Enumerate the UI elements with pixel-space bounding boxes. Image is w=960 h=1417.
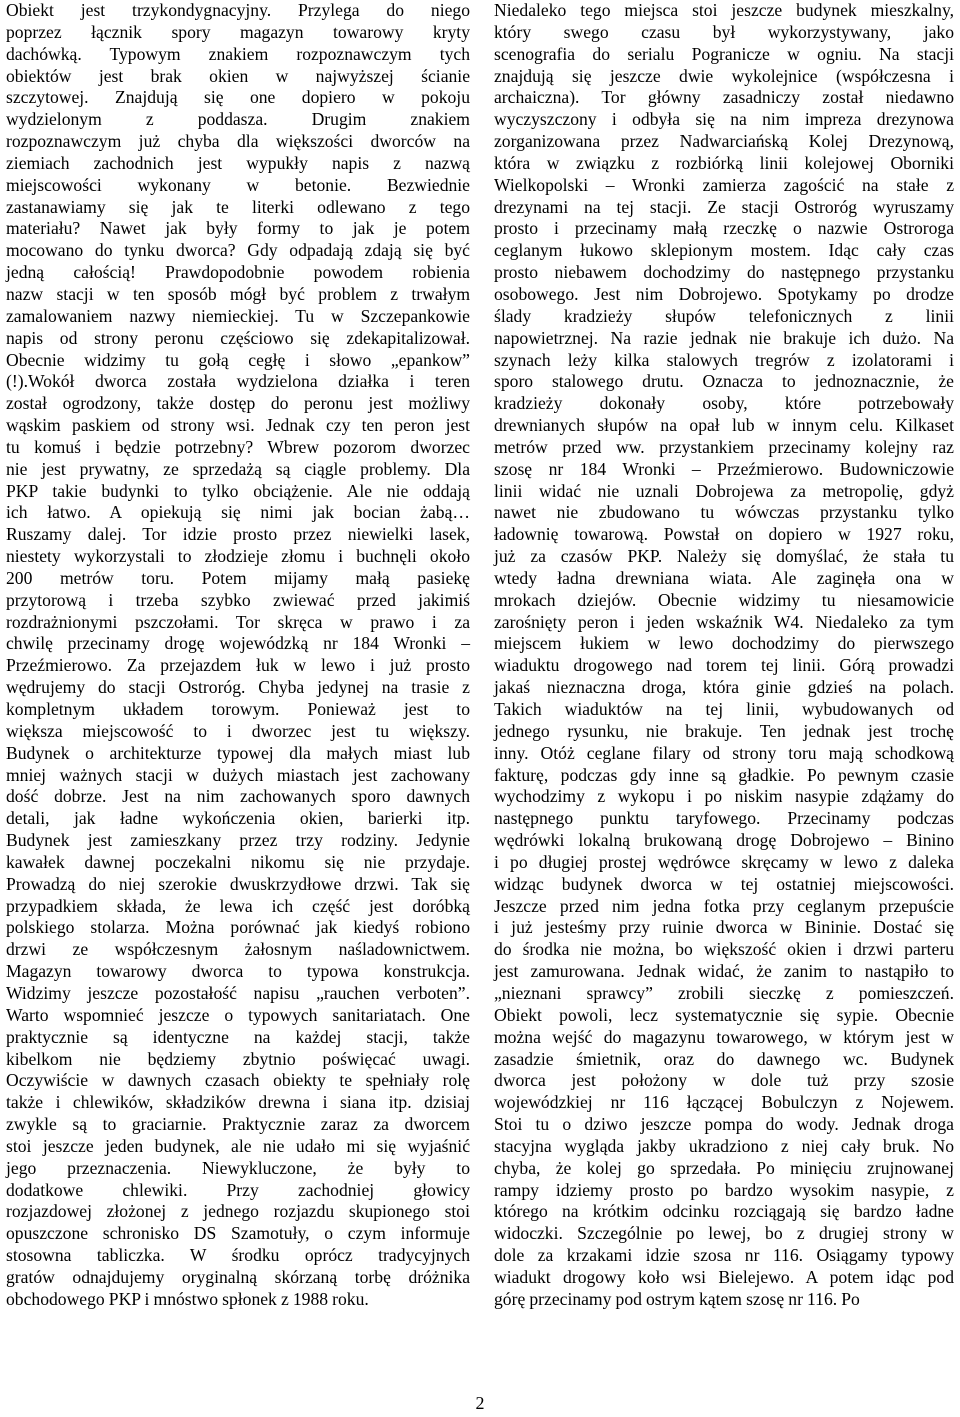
text-line: napis od strony peronu częściowo się zdekapitalizował. [6, 327, 470, 348]
text-line: obchodowego PKP i mnóstwo spłonek z 1988 roku. [6, 1288, 369, 1309]
text-line: zastanawiamy się jak te literki odlewano z tego [6, 196, 470, 217]
text-line: dość dobrze. Jest na nim zachowanych sporo dawnych [6, 786, 470, 807]
text-line: jakaś nieznaczna droga, która ginie gdzieś na polach. [494, 677, 954, 698]
text-line: wiaduktu drogowego nad torem tej linii. Górą prowadzi [494, 655, 954, 676]
text-line: rozpoznawczym już chyba dla większości dworców na [6, 131, 470, 152]
text-line: PKP takie budynki to tylko obciążenie. Ale nie oddają [6, 480, 470, 501]
text-line: „nieznani sprawcy” zrobili sieczkę z pomieszczeń. [494, 982, 954, 1003]
text-line: kibelkom nie będziemy zbytnio poświęcać uwagi. [6, 1048, 470, 1069]
text-line: chwilę przecinamy drogę wojewódzką nr 184 Wronki – [6, 633, 470, 654]
text-line: gratów odnajdujemy oryginalną skórzaną torbę dróżnika [6, 1266, 470, 1287]
text-line: wędrujemy do stacji Ostroróg. Chyba jedynej na trasie z [6, 677, 470, 698]
text-line: wydzielonym z poddasza. Drugim znakiem [6, 109, 470, 130]
text-line: zasadzie śmietnik, oraz do dawnego wc. Budynek [494, 1048, 954, 1069]
text-line: także i chlewików, składzików drewna i siana itp. dzisiaj [6, 1092, 470, 1113]
text-line: jest zamurowana. Jednak widać, że zanim to nastąpiło to [494, 961, 954, 982]
text-line: stacyjna wygląda jakby ukradziono z niej cały bruk. No [494, 1135, 954, 1156]
text-line: większa miejscowość to i dworzec jest tu większy. [6, 720, 470, 741]
text-line: osobowego. Jest nim Dobrojewo. Spotykamy po drodze [494, 283, 954, 304]
text-line: i po długiej prostej wędrówce skręcamy w lewo z daleka [494, 851, 954, 872]
text-line: (!).Wokół dworca została wydzielona działka i teren [6, 371, 470, 392]
text-line: chyba, że kolej go sprzedała. Po minięciu zrujnowanej [494, 1157, 954, 1178]
text-line: niestety wykorzystali to złodzieje złomu i buchnęli około [6, 546, 470, 567]
text-line: opuszczone schronisko DS Szamotuły, o czym informuje [6, 1223, 470, 1244]
text-line: polskiego stolarza. Można porównać jak kiedyś robiono [6, 917, 470, 938]
text-line: przypadkiem składa, że lewa ich część jest doróbką [6, 895, 470, 916]
text-line: Niedaleko tego miejsca stoi jeszcze budynek mieszkalny, [494, 0, 954, 20]
text-line: szynach leży kilka stalowych tregrów z izolatorami i [494, 349, 954, 370]
text-line: został ogrodzony, także dostęp do peronu jest możliwy [6, 393, 470, 414]
text-line: wąskim paskiem od strony wsi. Jednak czy ten peron jest [6, 415, 470, 436]
text-line: mniej ważnych stacji w dużych miastach jest zachowany [6, 764, 470, 785]
text-line: widoczki. Szczególnie po lewej, bo z drugiej strony w [494, 1223, 954, 1244]
text-line: tu komuś i będzie potrzebny? Wbrew pozorom dworzec [6, 436, 470, 457]
text-line: zamalowaniem nazwy niemieckiej. Tu w Szczepankowie [6, 305, 470, 326]
text-line: fakturę, podczas gdy inne są gładkie. Po pewnym czasie [494, 764, 954, 785]
text-line: Obiekt jest trzykondygnacyjny. Przylega do niego [6, 0, 470, 20]
text-line: zarośnięty peron i jeden wskaźnik W4. Niedaleko za tym [494, 611, 954, 632]
text-line: metrów przed ww. przystankiem przecinamy kolejny raz [494, 436, 954, 457]
text-line: Takich wiaduktów na tej linii, wybudowanych od [494, 699, 954, 719]
text-line: drzwi ze współczesnym żałosnym naśladownictwem. [6, 939, 470, 960]
text-line: jednego rysunku, nie brakuje. Ten jednak jest trochę [494, 720, 954, 741]
text-line: widząc budynek dworca w tej ostatniej miejscowości. [494, 873, 954, 894]
text-line: stoi jeszcze jeden budynek, ale nie udało mi się wyjaśnić [6, 1135, 470, 1156]
text-line: ziemiach zachodnich jest wypukły napis z nazwą [6, 152, 470, 173]
text-line: scenografia do serialu Pogranicze w ogniu. Na stacji [494, 43, 954, 64]
text-line: praktycznie są identyczne na każdej stacji, także [6, 1026, 470, 1047]
text-line: nawet nie zbudowano tu wówczas przystanku tylko [494, 502, 954, 523]
text-line: zorganizowana przez Nadwarciańską Kolej Drezynową, [494, 131, 954, 152]
text-line: miejscem łukiem w lewo dochodzimy do pierwszego [494, 633, 954, 654]
text-line: kompletnym układem torowym. Ponieważ jest to [6, 699, 470, 719]
text-line: nazw stacji w ten sposób mógł być problem z trwałym [6, 283, 470, 304]
text-line: i już jesteśmy przy ruinie dworca w Bininie. Dostać się [494, 917, 954, 938]
text-line: linii widać nie uznali Dobrojewa za metropolię, gdyż [494, 480, 954, 501]
text-line: następnego punktu taryfowego. Przecinamy podczas [494, 808, 954, 829]
text-line: Warto wspomnieć jeszcze o typowych sanitariatach. One [6, 1004, 470, 1025]
text-line: wychodzimy z wykopu i po niskim nasypie zdążamy do [494, 786, 954, 807]
text-line: kawałek dawnej poczekalni nikomu się nie przydaje. [6, 851, 470, 872]
text-line: Obecnie widzimy tu gołą cegłę i słowo „epankow” [6, 349, 470, 370]
text-line: rampy idziemy prosto po bardzo wysokim nasypie, z [494, 1179, 954, 1200]
text-line: mocowano do tynku dworca? Gdy odpadają zdają się być [6, 240, 470, 261]
text-line: którego na krótkim odcinku rozciągają się bardzo ładne [494, 1201, 954, 1222]
text-line: wędrówki lokalną brukowaną drogę Dobrojewo – Binino [494, 830, 954, 851]
text-line: zwykle są to graciarnie. Praktycznie zaraz za dworcem [6, 1114, 470, 1135]
text-line: Stoi tu o dziwo jeszcze pompa do wody. Jednak droga [494, 1114, 954, 1135]
text-line: Prowadzą do niej szerokie dwuskrzydłowe drzwi. Tak się [6, 873, 470, 894]
text-line: drewnianych słupów na opał lub w innym celu. Kilkaset [494, 415, 954, 436]
text-line: nie jest prywatny, ze sprzedażą są ciągle problemy. Dla [6, 458, 470, 479]
text-line: górę przecinamy pod ostrym kątem szosę nr 116. Po [494, 1288, 860, 1309]
text-line: prosto i przecinamy małą rzeczkę o nazwie Ostroroga [494, 218, 954, 239]
text-line: Oczywiście w dawnych czasach obiekty te spełniały rolę [6, 1070, 470, 1091]
text-line: dole za krzakami idzie szosa nr 116. Osiągamy typowy [494, 1245, 954, 1266]
text-line: ceglanym łukowo sklepionym mostem. Idąc cały czas [494, 240, 954, 261]
right-column-text [494, 0, 954, 1311]
left-column-text [6, 0, 470, 1311]
text-line: detali, jak ładne wykończenia okien, barierki itp. [6, 808, 470, 829]
text-line: dworca jest położony w dole tuż przy szosie [494, 1070, 954, 1091]
text-line: szosę nr 184 Wronki – Przeźmierowo. Budowniczowie [494, 458, 954, 479]
text-line: już za czasów PKP. Należy się domyślać, że stała tu [494, 546, 954, 567]
text-line: miejscowości wykonany w betonie. Bezwiednie [6, 174, 470, 195]
text-line: przytorową i trzeba szybko zwiewać przed jakimiś [6, 589, 470, 610]
text-line: drezynami na tej stacji. Ze stacji Ostroróg wyruszamy [494, 196, 954, 217]
text-line: można wejść do magazynu towarowego, w którym jest w [494, 1026, 954, 1047]
text-line: Budynek o architekturze typowej dla małych miast lub [6, 742, 470, 763]
text-line: prosto niebawem dochodzimy do następnego przystanku [494, 262, 954, 283]
text-line: Widzimy jeszcze pozostałość napisu „rauchen verboten”. [6, 982, 470, 1003]
text-line: Budynek jest zamieszkany przez trzy rodziny. Jedynie [6, 830, 470, 851]
text-line: inny. Otóż ceglane filary od strony toru mają schodkową [494, 742, 954, 763]
text-line: jego przeznaczenia. Niewykluczone, że były to [6, 1157, 470, 1178]
text-line: Jeszcze przed nim jedna fotka przy ceglanym przepuście [494, 895, 954, 916]
text-line: sporo stalowego drutu. Oznacza to jednoznacznie, że [494, 371, 954, 392]
text-line: 200 metrów toru. Potem mijamy małą pasiekę [6, 567, 470, 588]
text-line: znajdują się jeszcze dwie wykolejnice (współczesna i [494, 65, 954, 86]
text-line: szczytowej. Znajdują się one dopiero w pokoju [6, 87, 470, 108]
text-line: do środka nie można, bo większość okien i drzwi parteru [494, 939, 954, 960]
text-line: Obiekt powoli, lecz systematycznie się sypie. Obecnie [494, 1004, 954, 1025]
text-line: rozjazdowej złożonej z jednego rozjazdu skupionego stoi [6, 1201, 470, 1222]
text-line: poprzez łącznik spory magazyn towarowy kryty [6, 21, 470, 42]
text-line: Magazyn towarowy dworca to typowa konstrukcja. [6, 961, 470, 982]
text-line: która w związku z rozbiórką linii kolejowej Oborniki [494, 152, 954, 173]
text-line: jedną całością! Prawdopodobnie powodem robienia [6, 262, 470, 283]
text-line: obiektów jest brak okien w najwyższej ścianie [6, 65, 470, 86]
text-line: napowietrznej. Na razie jednak nie brakuje ich dużo. Na [494, 327, 954, 348]
text-line: kradzieży dokonały osoby, które potrzebowały [494, 393, 954, 414]
text-line: ładownię towarową. Powstał on dopiero w 1927 roku, [494, 524, 954, 545]
text-line: materiału? Nawet jak były formy to jak je potem [6, 218, 470, 239]
text-line: wyczyszczony i odbyła się na nim impreza drezynowa [494, 109, 954, 130]
text-line: wtedy ładna drewniana wiata. Ale zaginęła ona w [494, 567, 954, 588]
text-line: archaiczna). Tor główny zasadniczy został niedawno [494, 87, 954, 108]
text-line: dodatkowe chlewiki. Przy zachodniej głowicy [6, 1179, 470, 1200]
text-line: mrokach dziejów. Obecnie widzimy tu niesamowicie [494, 589, 954, 610]
page-number: 2 [475, 1393, 485, 1413]
text-line: ich łatwo. A opiekują się nimi jak bocian żabą… [6, 502, 470, 523]
text-line: wiadukt drogowy koło wsi Bielejewo. A potem idąc pod [494, 1266, 954, 1287]
text-line: Wielkopolski – Wronki zamierza zagościć na stałe z [494, 174, 954, 195]
text-line: rozdrażnionymi pszczołami. Tor skręca w prawo i za [6, 611, 470, 632]
text-line: dachówką. Typowym znakiem rozpoznawczym tych [6, 43, 470, 64]
text-line: Ruszamy dalej. Tor idzie prosto przez niewielki lasek, [6, 524, 470, 545]
text-line: który swego czasu był wykorzystywany, jako [494, 21, 954, 42]
text-line: wojewódzkiej nr 116 łączącej Bobulczyn z Nojewem. [494, 1092, 954, 1113]
text-line: Przeźmierowo. Za przejazdem łuk w lewo i już prosto [6, 655, 470, 676]
text-line: stosowna tabliczka. W środku oprócz tradycyjnych [6, 1245, 470, 1266]
text-line: ślady kradzieży słupów telefonicznych z linii [494, 305, 954, 326]
